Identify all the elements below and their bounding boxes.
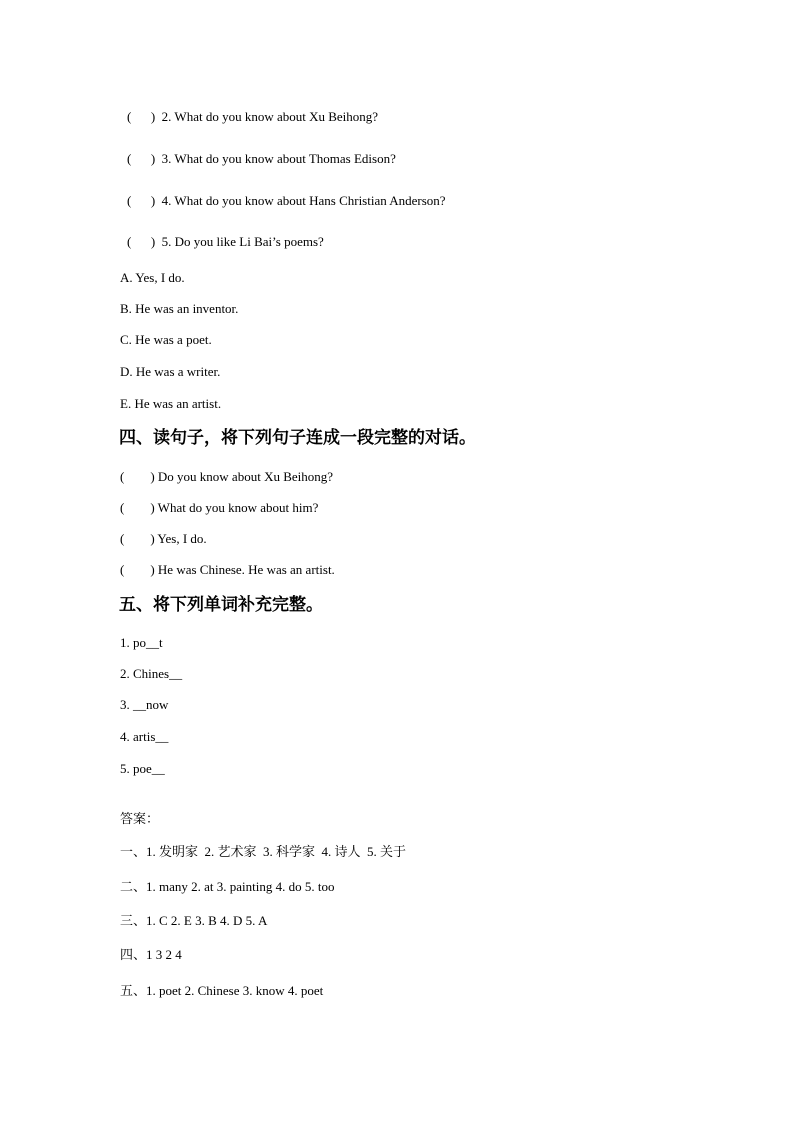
answers-title: 答案： <box>120 811 160 826</box>
section4-heading: 四、读句子，将下列句子连成一段完整的对话。 <box>119 428 476 448</box>
word-item: 5. poe__ <box>120 761 165 776</box>
section5-heading: 五、将下列单词补充完整。 <box>119 595 323 615</box>
answer-line: 四、1 3 2 4 <box>120 947 182 962</box>
question-5: ( ) 5. Do you like Li Bai’s poems? <box>127 234 324 249</box>
dialogue-item: ( ) Yes, I do. <box>120 531 207 546</box>
option-d: D. He was a writer. <box>120 364 221 379</box>
option-b: B. He was an inventor. <box>120 301 239 316</box>
dialogue-item: ( ) What do you know about him? <box>120 500 319 515</box>
answer-line: 五、1. poet 2. Chinese 3. know 4. poet <box>120 983 324 998</box>
question-4: ( ) 4. What do you know about Hans Christian Anderson? <box>127 193 446 208</box>
option-c: C. He was a poet. <box>120 332 212 347</box>
word-item: 3. __now <box>120 697 169 712</box>
word-item: 2. Chines__ <box>120 666 183 681</box>
option-e: E. He was an artist. <box>120 396 222 411</box>
answer-line: 二、1. many 2. at 3. painting 4. do 5. too <box>120 879 335 894</box>
dialogue-item: ( ) Do you know about Xu Beihong? <box>120 469 334 484</box>
dialogue-item: ( ) He was Chinese. He was an artist. <box>120 562 335 577</box>
word-item: 4. artis__ <box>120 729 169 744</box>
option-a: A. Yes, I do. <box>120 270 185 285</box>
word-item: 1. po__t <box>120 635 163 650</box>
answer-line: 一、1. 发明家 2. 艺术家 3. 科学家 4. 诗人 5. 关于 <box>120 844 407 859</box>
question-2: ( ) 2. What do you know about Xu Beihong? <box>127 109 379 124</box>
answer-line: 三、1. C 2. E 3. B 4. D 5. A <box>120 913 268 928</box>
question-3: ( ) 3. What do you know about Thomas Edison? <box>127 151 396 166</box>
